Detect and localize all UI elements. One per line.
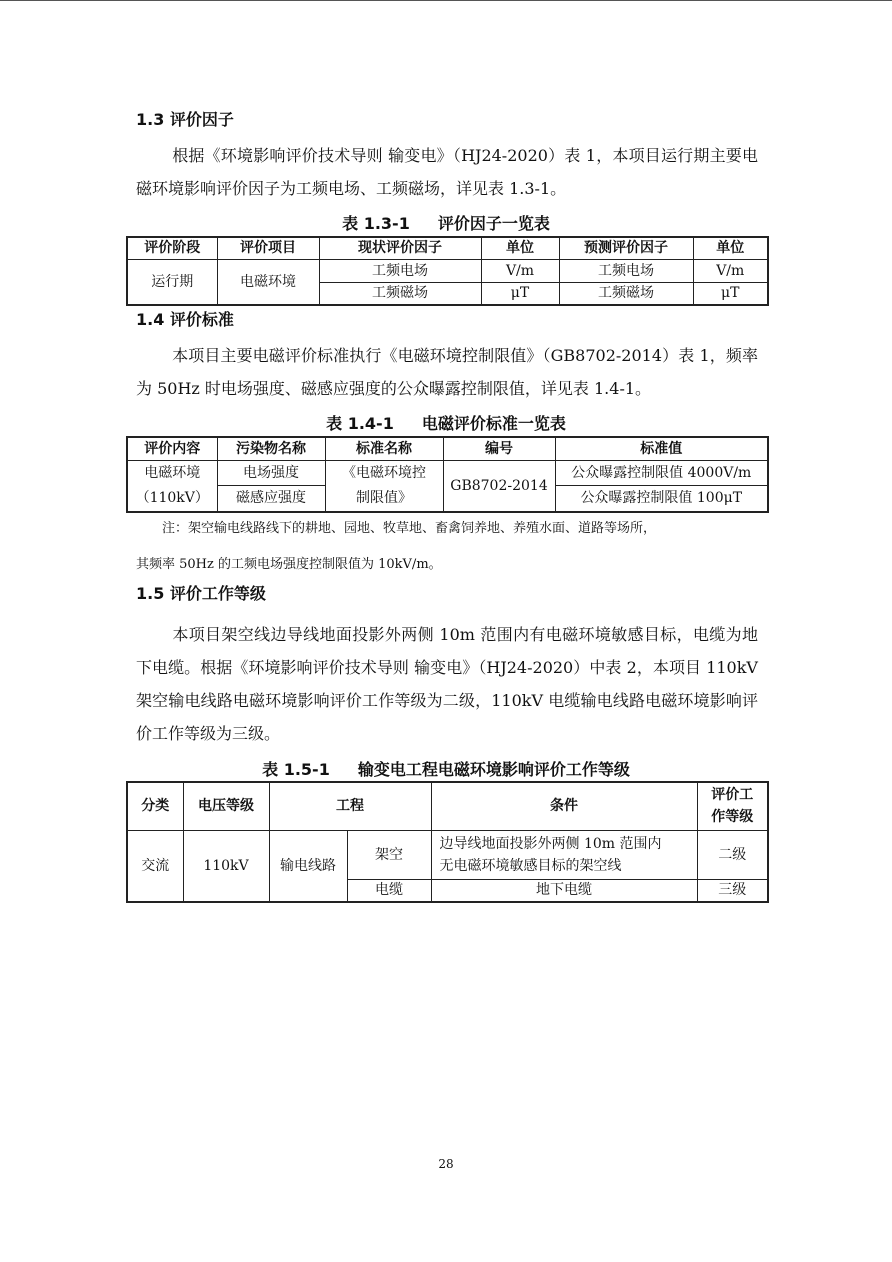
standard-name-cell [325, 460, 443, 512]
standard-line: 《电磁环境控 [342, 464, 426, 481]
table-cell: 架空 [347, 830, 431, 879]
caption-title: 评价因子一览表 [437, 214, 550, 233]
table-cell: 工频电场 [559, 259, 693, 282]
header-cell: 污染物名称 [217, 437, 325, 460]
section-heading-1-4: 1.4 评价标准 [136, 310, 234, 329]
table-cell: μT [481, 282, 559, 305]
page-number: 28 [438, 1157, 454, 1171]
header-cell [697, 782, 768, 830]
table-cell: 电缆 [347, 879, 431, 902]
table-caption-1-5-1 [126, 760, 766, 780]
stage-cell: 运行期 [127, 259, 217, 305]
header-cell: 编号 [443, 437, 555, 460]
section-paragraph-1-4 [136, 339, 758, 405]
caption-number: 表 1.5-1 [262, 760, 330, 779]
table-cell: 工频电场 [319, 259, 481, 282]
note-line: 其频率 50Hz 的工频电场强度控制限值为 10kV/m。 [136, 557, 442, 572]
header-cell: 预测评价因子 [559, 237, 693, 259]
header-cell: 标准值 [555, 437, 768, 460]
table-note [136, 511, 758, 583]
content-line: 电磁环境 [144, 464, 201, 481]
section-heading-1-3: 1.3 评价因子 [136, 110, 234, 129]
table-cell: μT [693, 282, 768, 305]
table-caption-1-4-1 [126, 414, 766, 434]
caption-number: 表 1.4-1 [326, 414, 394, 433]
condition-cell [431, 830, 697, 879]
table-cell: 工频磁场 [319, 282, 481, 305]
project-cell: 输电线路 [269, 830, 347, 902]
top-border-line [0, 0, 892, 1]
code-cell: GB8702-2014 [443, 460, 555, 512]
header-cell: 评价项目 [217, 237, 319, 259]
header-cell: 评价内容 [127, 437, 217, 460]
table-cell: 工频磁场 [559, 282, 693, 305]
section-heading-1-5: 1.5 评价工作等级 [136, 584, 266, 603]
table-cell: 地下电缆 [431, 879, 697, 902]
standard-line: 制限值》 [356, 489, 412, 506]
table-cell: 磁感应强度 [217, 486, 325, 512]
header-cell: 现状评价因子 [319, 237, 481, 259]
header-cell: 单位 [693, 237, 768, 259]
table-evaluation-factors [126, 236, 769, 306]
content-line: （110kV） [135, 489, 209, 506]
table-cell: V/m [481, 259, 559, 282]
section-paragraph-1-5 [136, 618, 758, 750]
table-cell: 公众曝露控制限值 100μT [555, 486, 768, 512]
paragraph-text: 根据《环境影响评价技术导则 输变电》（HJ24-2020）表 1，本项目运行期主要电磁环境影响评价因子为工频电场、工频磁场，详见表 1.3-1。 [136, 146, 758, 198]
caption-number: 表 1.3-1 [342, 214, 410, 233]
section-paragraph-1-3 [136, 139, 758, 205]
table-cell: 三级 [697, 879, 768, 902]
header-cell: 评价阶段 [127, 237, 217, 259]
header-line: 评价工 [711, 787, 754, 804]
header-cell: 分类 [127, 782, 183, 830]
paragraph-text: 本项目架空线边导线地面投影外两侧 10m 范围内有电磁环境敏感目标，电缆为地下电缆。根据《环境影响评价技术导则 输变电》（HJ24-2020）中表 2，本项目 110kV 架空输电线路电磁环境影响评价工作等级为二级，110kV 电缆输电线路电磁环境影响评价工作等级为三级。 [136, 625, 758, 743]
header-cell: 条件 [431, 782, 697, 830]
condition-line: 无电磁环境敏感目标的架空线 [439, 857, 622, 874]
table-cell: 二级 [697, 830, 768, 879]
note-text: 注：架空输电线路线下的耕地、园地、牧草地、畜禽饲养地、养殖水面、道路等场所， [162, 521, 657, 536]
voltage-cell: 110kV [183, 830, 269, 902]
table-evaluation-level [126, 781, 769, 903]
table-cell: 电场强度 [217, 460, 325, 486]
caption-title: 电磁评价标准一览表 [421, 414, 566, 433]
table-evaluation-standards [126, 436, 769, 513]
table-cell: V/m [693, 259, 768, 282]
note-line [136, 511, 758, 547]
header-cell: 标准名称 [325, 437, 443, 460]
content-cell [127, 460, 217, 512]
item-cell: 电磁环境 [217, 259, 319, 305]
paragraph-text: 本项目主要电磁评价标准执行《电磁环境控制限值》（GB8702-2014）表 1，频率为 50Hz 时电场强度、磁感应强度的公众曝露控制限值，详见表 1.4-1。 [136, 346, 758, 398]
header-cell: 电压等级 [183, 782, 269, 830]
header-line: 作等级 [711, 809, 754, 826]
type-cell: 交流 [127, 830, 183, 902]
caption-title: 输变电工程电磁环境影响评价工作等级 [357, 760, 630, 779]
header-cell: 工程 [269, 782, 431, 830]
header-cell: 单位 [481, 237, 559, 259]
table-cell: 公众曝露控制限值 4000V/m [555, 460, 768, 486]
condition-line: 边导线地面投影外两侧 10m 范围内 [439, 835, 662, 852]
table-caption-1-3-1 [126, 214, 766, 234]
